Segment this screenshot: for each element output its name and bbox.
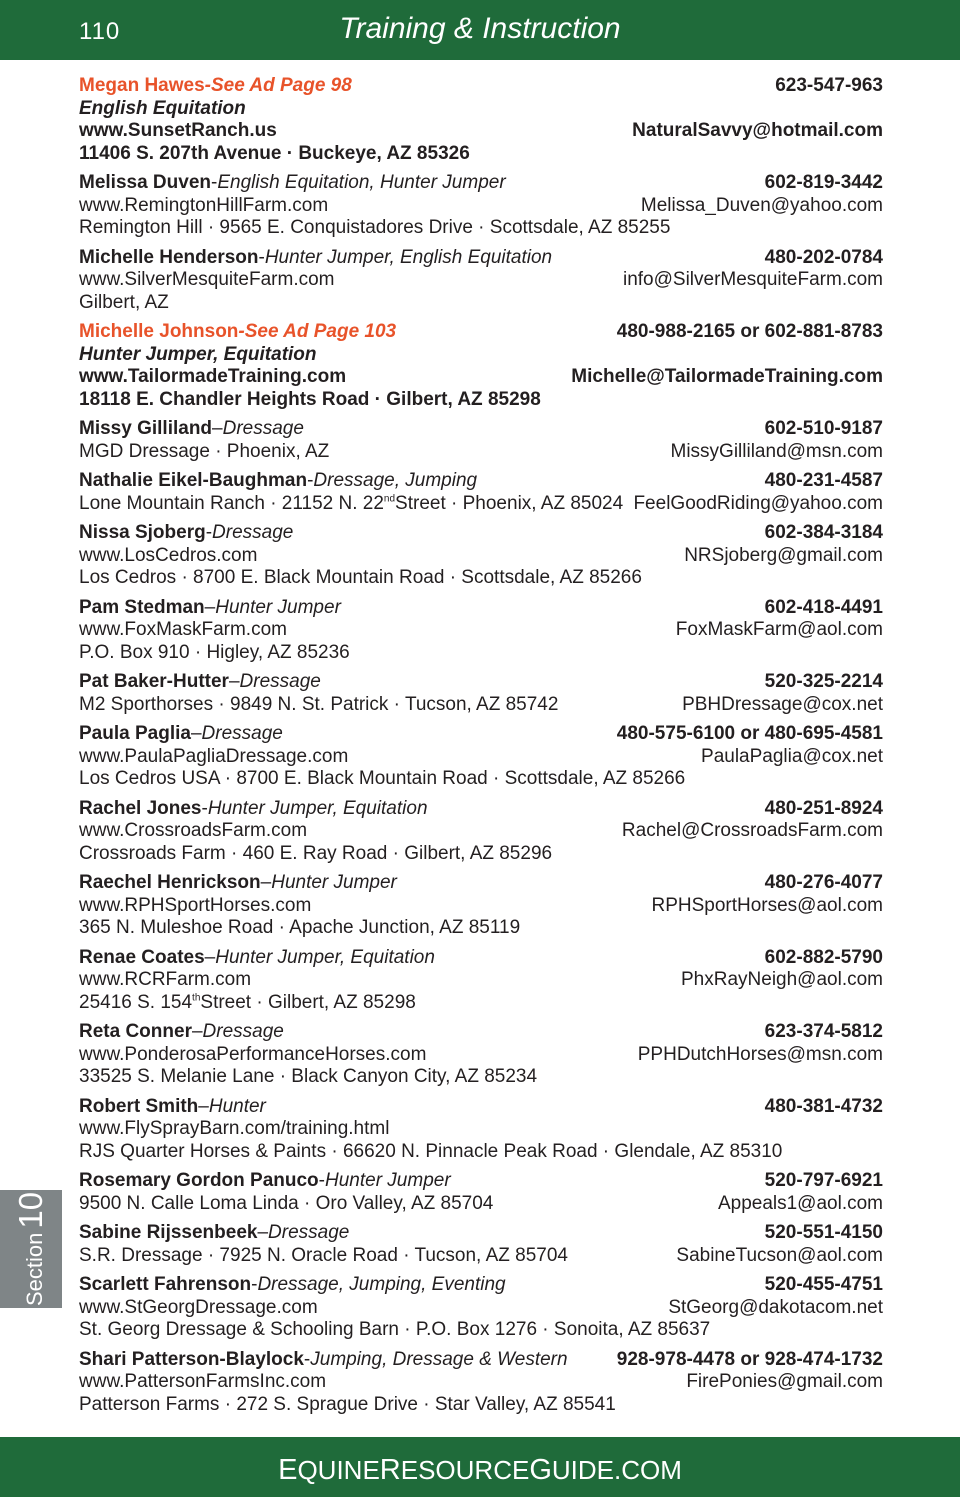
specialty: Dressage: [212, 522, 294, 543]
email: Michelle@TailormadeTraining.com: [571, 366, 883, 387]
email: SabineTucson@aol.com: [676, 1244, 883, 1266]
address: Los Cedros USA · 8700 E. Black Mountain Road · Scottsdale, AZ 85266: [79, 768, 686, 789]
specialty: Hunter Jumper, English Equitation: [264, 246, 553, 268]
address: RJS Quarter Horses & Paints · 66620 N. Pinnacle Peak Road · Glendale, AZ 85310: [79, 1140, 783, 1162]
phone: 602-418-4491: [764, 596, 883, 618]
trainer-name: Robert Smith: [79, 1095, 199, 1117]
phone: 623-547-963: [775, 75, 883, 96]
specialty: Hunter Jumper: [325, 1170, 451, 1191]
trainer-name: Scarlett Fahrenson: [79, 1274, 252, 1295]
website: www.SunsetRanch.us: [79, 120, 277, 141]
email: PhxRayNeigh@aol.com: [681, 969, 883, 990]
website: www.PattersonFarmsInc.com: [79, 1371, 327, 1392]
website: www.PonderosaPerformanceHorses.com: [79, 1043, 427, 1065]
address: Los Cedros · 8700 E. Black Mountain Road · Scottsdale, AZ 85266: [79, 567, 642, 588]
specialty: Dressage, Jumping: [313, 470, 478, 491]
email: Appeals1@aol.com: [717, 1192, 883, 1214]
list-item: Missy Gilliland–Dressage 602-510-9187 MGD Dressage · Phoenix, AZ MissyGilliland@msn.com: [79, 418, 883, 462]
address: Crossroads Farm · 460 E. Ray Road · Gilbert, AZ 85296: [79, 842, 553, 864]
trainer-name: Pat Baker-Hutter: [79, 671, 229, 692]
list-item: Shari Patterson-Blaylock-Jumping, Dressage & Western 928-978-4478 or 928-474-1732 www.PattersonFarmsInc.com FirePonies@gmail.com Patterson Farms · 272 S. Sprague Drive · Star Valley, AZ 85541: [79, 1348, 883, 1415]
specialty: Dressage: [268, 1222, 350, 1243]
address: S.R. Dressage · 7925 N. Oracle Road · Tucson, AZ 85704: [79, 1244, 568, 1266]
phone: 602-882-5790: [764, 946, 883, 968]
specialty: Hunter Jumper: [215, 596, 341, 618]
email: PPHDutchHorses@msn.com: [637, 1043, 883, 1065]
website: www.PaulaPagliaDressage.com: [79, 745, 349, 767]
website: www.FlySprayBarn.com/training.html: [79, 1118, 390, 1139]
list-item: Sabine Rijssenbeek–Dressage 520-551-4150 S.R. Dressage · 7925 N. Oracle Road · Tucson, AZ 85704 SabineTucson@aol.com: [79, 1222, 883, 1266]
email: Melissa_Duven@yahoo.com: [640, 194, 883, 216]
specialty: Dressage: [202, 1021, 284, 1042]
trainer-name: Megan Hawes: [79, 75, 205, 96]
email: PBHDressage@cox.net: [682, 693, 883, 715]
specialty: Hunter Jumper, Equitation: [207, 797, 428, 819]
specialty: Hunter Jumper, Equitation: [215, 946, 435, 968]
website: www.LosCedros.com: [79, 544, 258, 566]
phone: 928-978-4478 or 928-474-1732: [616, 1348, 883, 1370]
list-item: Michelle Johnson-See Ad Page 103 480-988-2165 or 602-881-8783 Hunter Jumper, Equitation www.TailormadeTraining.com Michelle@TailormadeTraining.com 18118 E. Chandler Heights Road · Gilbert, AZ 85298: [79, 321, 883, 410]
website: www.StGeorgDressage.com: [79, 1296, 318, 1318]
phone: 480-988-2165 or 602-881-8783: [616, 321, 883, 342]
trainer-name: Michelle Henderson: [79, 246, 259, 268]
website: www.RCRFarm.com: [79, 969, 252, 990]
phone: 520-797-6921: [764, 1170, 883, 1191]
address: 365 N. Muleshoe Road · Apache Junction, AZ 85119: [79, 917, 521, 938]
list-item: Scarlett Fahrenson-Dressage, Jumping, Eventing 520-455-4751 www.StGeorgDressage.com StGeorg@dakotacom.net St. Georg Dressage & Schooling Barn · P.O. Box 1276 · Sonoita, AZ 85637: [79, 1274, 883, 1340]
phone: 520-455-4751: [764, 1274, 883, 1295]
trainer-name: Nissa Sjoberg: [79, 522, 206, 543]
email: FeelGoodRiding@yahoo.com: [633, 492, 883, 514]
phone: 480-575-6100 or 480-695-4581: [616, 723, 883, 744]
phone: 480-381-4732: [764, 1095, 883, 1117]
phone: 480-202-0784: [764, 246, 883, 268]
list-item: Raechel Henrickson–Hunter Jumper 480-276-4077 www.RPHSportHorses.com RPHSportHorses@aol.com 365 N. Muleshoe Road · Apache Junction, AZ 85119: [79, 872, 883, 938]
specialty: Hunter: [208, 1095, 266, 1117]
trainer-name: Pam Stedman: [79, 596, 205, 618]
trainer-name: Raechel Henrickson: [79, 872, 261, 893]
website: www.CrossroadsFarm.com: [79, 820, 308, 841]
section-tab: [0, 1190, 62, 1308]
trainer-name: Michelle Johnson: [79, 321, 239, 342]
address: 25416 S. 154thStreet · Gilbert, AZ 85298: [79, 991, 416, 1013]
trainer-name: Sabine Rijssenbeek: [79, 1222, 258, 1243]
address: St. Georg Dressage & Schooling Barn · P.O. Box 1276 · Sonoita, AZ 85637: [79, 1319, 711, 1340]
section-label: Section: [22, 1232, 47, 1307]
list-item: Nissa Sjoberg-Dressage 602-384-3184 www.LosCedros.com NRSjoberg@gmail.com Los Cedros · 8700 E. Black Mountain Road · Scottsdale, AZ 85266: [79, 522, 883, 588]
ad-reference: See Ad Page 98: [210, 75, 352, 96]
trainer-name: Missy Gilliland: [79, 418, 213, 439]
email: NaturalSavvy@hotmail.com: [632, 120, 883, 141]
address: Lone Mountain Ranch · 21152 N. 22ndStreet · Phoenix, AZ 85024: [79, 492, 624, 514]
phone: 480-276-4077: [764, 872, 883, 893]
specialty: Dressage, Jumping, Eventing: [257, 1274, 506, 1295]
phone: 520-551-4150: [764, 1222, 883, 1243]
specialty: Jumping, Dressage & Western: [310, 1348, 568, 1370]
specialty: Hunter Jumper, Equitation: [79, 343, 317, 365]
email: Rachel@CrossroadsFarm.com: [621, 820, 883, 841]
list-item: Michelle Henderson-Hunter Jumper, English Equitation 480-202-0784 www.SilverMesquiteFarm.com info@SilverMesquiteFarm.com Gilbert, AZ: [79, 246, 883, 313]
address: Gilbert, AZ: [79, 291, 169, 313]
list-item: Nathalie Eikel-Baughman-Dressage, Jumping 480-231-4587 Lone Mountain Ranch · 21152 N. 22ndStreet · Phoenix, AZ 85024 FeelGoodRiding@yahoo.com: [79, 470, 883, 514]
list-item: Rosemary Gordon Panuco-Hunter Jumper 520-797-6921 9500 N. Calle Loma Linda · Oro Valley, AZ 85704 Appeals1@aol.com: [79, 1170, 883, 1214]
address: 33525 S. Melanie Lane · Black Canyon City, AZ 85234: [79, 1066, 538, 1087]
email: MissyGilliland@msn.com: [670, 440, 883, 462]
website: www.RPHSportHorses.com: [79, 894, 312, 916]
trainer-name: Rosemary Gordon Panuco: [79, 1170, 319, 1191]
phone: 623-374-5812: [764, 1021, 883, 1042]
trainer-name: Rachel Jones: [79, 797, 202, 819]
email: StGeorg@dakotacom.net: [668, 1296, 883, 1318]
list-item: Robert Smith–Hunter 480-381-4732 www.FlySprayBarn.com/training.html RJS Quarter Horses & Paints · 66620 N. Pinnacle Peak Road · Glendale, AZ 85310: [79, 1095, 883, 1162]
email: FoxMaskFarm@aol.com: [675, 619, 883, 640]
page-header: [0, 0, 960, 60]
phone: 480-231-4587: [764, 470, 883, 491]
email: RPHSportHorses@aol.com: [651, 894, 883, 916]
list-item: Megan Hawes-See Ad Page 98 623-547-963 English Equitation www.SunsetRanch.us NaturalSavvy@hotmail.com 11406 S. 207th Avenue · Buckeye, AZ 85326: [79, 75, 883, 164]
specialty: Hunter Jumper: [271, 872, 397, 893]
list-item: Melissa Duven-English Equitation, Hunter Jumper 602-819-3442 www.RemingtonHillFarm.com Melissa_Duven@yahoo.com Remington Hill · 9565 E. Conquistadores Drive · Scottsdale, AZ 85255: [79, 172, 883, 238]
specialty: Dressage: [239, 671, 321, 692]
trainer-name: Paula Paglia: [79, 723, 191, 744]
address: Patterson Farms · 272 S. Sprague Drive · Star Valley, AZ 85541: [79, 1393, 616, 1415]
specialty: Dressage: [201, 723, 283, 744]
website: www.FoxMaskFarm.com: [79, 619, 287, 640]
trainer-name: Nathalie Eikel-Baughman: [79, 470, 308, 491]
site-url: EQUINERESOURCEGUIDE.COM: [278, 1454, 682, 1486]
page-title: Training & Instruction: [339, 12, 621, 45]
phone: 520-325-2214: [764, 671, 883, 692]
email: PaulaPaglia@cox.net: [701, 745, 883, 767]
phone: 480-251-8924: [764, 797, 883, 819]
address: Remington Hill · 9565 E. Conquistadores Drive · Scottsdale, AZ 85255: [79, 217, 671, 238]
phone: 602-819-3442: [764, 172, 883, 193]
address: 18118 E. Chandler Heights Road · Gilbert, AZ 85298: [79, 388, 541, 410]
phone: 602-510-9187: [764, 418, 883, 439]
list-item: Rachel Jones-Hunter Jumper, Equitation 480-251-8924 www.CrossroadsFarm.com Rachel@CrossroadsFarm.com Crossroads Farm · 460 E. Ray Road · Gilbert, AZ 85296: [79, 797, 883, 864]
page-number: 110: [79, 18, 121, 45]
address: 11406 S. 207th Avenue · Buckeye, AZ 85326: [79, 142, 470, 164]
website: www.RemingtonHillFarm.com: [79, 194, 329, 216]
page-footer: [0, 1437, 960, 1497]
email: NRSjoberg@gmail.com: [684, 544, 883, 566]
trainer-name: Reta Conner: [79, 1021, 192, 1042]
list-item: Pat Baker-Hutter–Dressage 520-325-2214 M2 Sporthorses · 9849 N. St. Patrick · Tucson, AZ 85742 PBHDressage@cox.net: [79, 671, 883, 715]
specialty: Dressage: [222, 418, 304, 439]
ad-reference: See Ad Page 103: [244, 321, 397, 342]
list-item: Renae Coates–Hunter Jumper, Equitation 602-882-5790 www.RCRFarm.com PhxRayNeigh@aol.com 25416 S. 154thStreet · Gilbert, AZ 85298: [79, 946, 883, 1013]
phone: 602-384-3184: [764, 522, 883, 543]
list-item: Paula Paglia–Dressage 480-575-6100 or 480-695-4581 www.PaulaPagliaDressage.com PaulaPaglia@cox.net Los Cedros USA · 8700 E. Black Mountain Road · Scottsdale, AZ 85266: [79, 723, 883, 789]
directory-list: [79, 75, 883, 1423]
address: MGD Dressage · Phoenix, AZ: [79, 440, 330, 462]
address: M2 Sporthorses · 9849 N. St. Patrick · Tucson, AZ 85742: [79, 693, 559, 715]
address: 9500 N. Calle Loma Linda · Oro Valley, AZ 85704: [79, 1192, 494, 1214]
specialty: English Equitation, Hunter Jumper: [217, 172, 506, 193]
website: www.TailormadeTraining.com: [79, 366, 347, 387]
website: www.SilverMesquiteFarm.com: [79, 269, 335, 290]
email: FirePonies@gmail.com: [686, 1371, 883, 1392]
section-number: 10: [12, 1191, 49, 1229]
trainer-name: Melissa Duven: [79, 172, 211, 193]
list-item: Reta Conner–Dressage 623-374-5812 www.PonderosaPerformanceHorses.com PPHDutchHorses@msn.com 33525 S. Melanie Lane · Black Canyon City, AZ 85234: [79, 1021, 883, 1087]
list-item: Pam Stedman–Hunter Jumper 602-418-4491 www.FoxMaskFarm.com FoxMaskFarm@aol.com P.O. Box 910 · Higley, AZ 85236: [79, 596, 883, 663]
address: P.O. Box 910 · Higley, AZ 85236: [79, 641, 350, 663]
specialty: English Equitation: [79, 97, 246, 119]
trainer-name: Shari Patterson-Blaylock: [79, 1348, 304, 1370]
email: info@SilverMesquiteFarm.com: [622, 269, 883, 290]
trainer-name: Renae Coates: [79, 946, 205, 968]
